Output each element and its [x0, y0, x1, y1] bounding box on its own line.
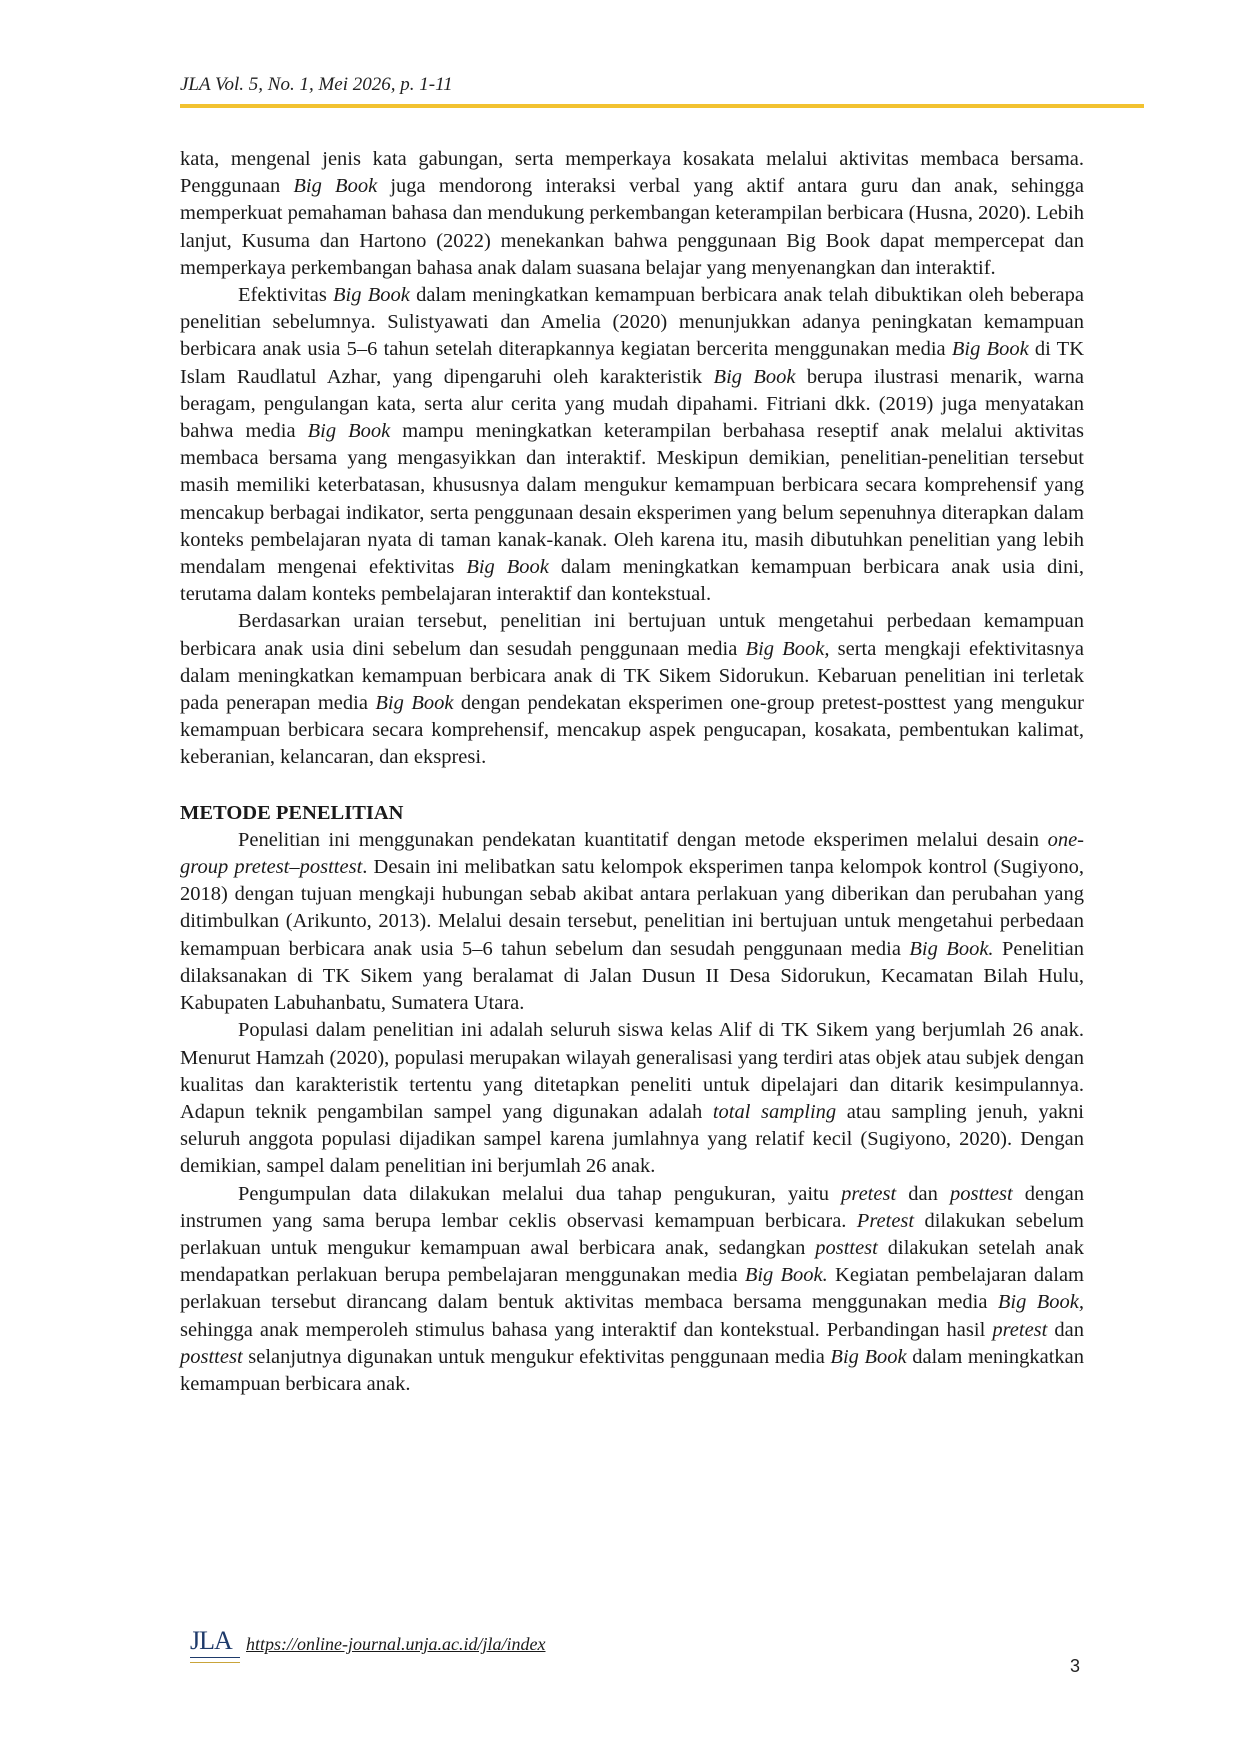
journal-url-link[interactable]: https://online-journal.unja.ac.id/jla/index: [246, 1634, 546, 1654]
text-run: atau sampling jenuh, yakni seluruh anggota populasi dijadikan sampel karena jumlahnya yang relatif kecil (Sugiyono, 2020). Dengan demikian, sampel dalam penelitian ini berjumlah 26 anak.: [180, 1100, 1084, 1178]
text-run: dan: [896, 1182, 951, 1205]
text-run: dilakukan setelah anak mendapatkan perlakuan berupa pembelajaran menggunakan media: [180, 1236, 1084, 1287]
text-run: Kegiatan pembelajaran dalam perlakuan tersebut dirancang dalam bentuk aktivitas membaca bersama menggunakan media: [180, 1264, 1084, 1314]
text-run: . Desain ini melibatkan satu kelompok eksperimen tanpa kelompok kontrol (Sugiyono, 2018) dengan tujuan mengkaji hubungan sebab akibat antara perlakuan yang diberikan dan perubahan yang ditimbulkan (Arikunto, 2013). Melalui desain tersebut, penelitian ini bertujuan untuk mengetahui perbedaan kemampuan berbicara anak usia 5–6 tahun sebelum dan sesudah penggunaan media: [180, 856, 1084, 960]
text-run: Pengumpulan data dilakukan melalui dua tahap pengukuran, yaitu: [238, 1182, 842, 1205]
paragraph-intro-1: [180, 146, 1084, 282]
journal-logo-text: JLA: [190, 1626, 232, 1655]
text-run: dalam meningkatkan kemampuan berbicara anak.: [180, 1345, 1084, 1395]
text-run: dilakukan sebelum perlakuan untuk mengukur kemampuan awal berbicara anak, sedangkan: [180, 1209, 1085, 1259]
italic-run: Big Book,: [745, 637, 830, 660]
header-rule: [180, 104, 1144, 108]
text-run: dalam meningkatkan kemampuan berbicara anak usia dini, terutama dalam konteks pembelajaran interaktif dan kontekstual.: [180, 556, 1085, 606]
italic-run: Big Book: [466, 556, 549, 579]
logo-underline: [190, 1657, 240, 1663]
italic-run: pretest: [841, 1182, 897, 1205]
text-run: mampu meningkatkan keterampilan berbahasa reseptif anak melalui aktivitas membaca bersama yang mengasyikkan dan interaktif. Meskipun demikian, penelitian-penelitian tersebut masih memiliki keterbatasan, khususnya dalam mengukur kemampuan berbicara secara komprehensif yang mencakup berbagai indikator, serta penggunaan desain eksperimen yang belum sepenuhnya diterapkan dalam konteks pembelajaran nyata di taman kanak-kanak. Oleh karena itu, masih dibutuhkan penelitian yang lebih mendalam mengenai efektivitas: [180, 420, 1085, 579]
italic-run: Big Book: [375, 692, 454, 715]
text-run: sehingga anak memperoleh stimulus bahasa yang interaktif dan kontekstual. Perbandingan hasil: [180, 1318, 993, 1341]
text-run: berupa ilustrasi menarik, warna beragam, pengulangan kata, serta alur cerita yang mudah dipahami. Fitriani dkk. (2019) juga menyatakan bahwa media: [180, 365, 1084, 443]
text-run: kata, mengenal jenis kata gabungan, serta memperkaya kosakata melalui aktivitas membaca bersama. Penggunaan: [180, 148, 1084, 198]
running-header: JLA Vol. 5, No. 1, Mei 2026, p. 1-11: [180, 74, 453, 95]
italic-run: Big Book: [307, 420, 391, 443]
italic-run: Big Book.: [744, 1264, 828, 1287]
text-run: Penelitian ini menggunakan pendekatan kuantitatif dengan metode eksperimen melalui desain: [238, 828, 1048, 851]
italic-run: Big Book.: [909, 937, 994, 960]
text-run: Efektivitas: [238, 284, 334, 307]
italic-run: Pretest: [856, 1209, 915, 1232]
italic-run: Big Book,: [997, 1291, 1084, 1314]
italic-run: Big Book: [830, 1345, 907, 1368]
text-run: dalam meningkatkan kemampuan berbicara anak telah dibuktikan oleh beberapa penelitian sebelumnya. Sulistyawati dan Amelia (2020) menunjukkan adanya peningkatan kemampuan berbicara anak usia 5–6 tahun setelah diterapkannya kegiatan bercerita menggunakan media: [180, 284, 1084, 361]
italic-run: Big Book: [951, 338, 1029, 361]
text-run: Berdasarkan uraian tersebut, penelitian ini bertujuan untuk mengetahui perbedaan kemampuan berbicara anak usia dini sebelum dan sesudah penggunaan media: [180, 610, 1084, 660]
paragraph-intro-2: [180, 282, 1084, 608]
text-run: selanjutnya digunakan untuk mengukur efektivitas penggunaan media: [242, 1345, 831, 1368]
italic-run: Big Book: [713, 365, 796, 388]
text-run: dengan pendekatan eksperimen one-group pretest-posttest yang mengukur kemampuan berbicara secara komprehensif, mencakup aspek pengucapan, kosakata, pembentukan kalimat, keberanian, kelancaran, dan ekspresi.: [180, 692, 1084, 769]
italic-run: posttest: [180, 1345, 243, 1368]
italic-run: pretest: [992, 1318, 1048, 1341]
section-heading: METODE PENELITIAN: [180, 801, 404, 824]
text-run: juga mendorong interaksi verbal yang aktif antara guru dan anak, sehingga memperkuat pemahaman bahasa dan mendukung perkembangan keterampilan berbicara (Husna, 2020). Lebih lanjut, Kusuma dan Hartono (2022) menekankan bahwa penggunaan Big Book dapat mempercepat dan memperkaya perkembangan bahasa anak dalam suasana belajar yang menyenangkan dan interaktif.: [180, 175, 1085, 279]
text-run: dengan instrumen yang sama berupa lembar ceklis observasi kemampuan berbicara.: [180, 1182, 1084, 1232]
italic-run: one-group pretest–posttest: [180, 828, 1084, 879]
paragraph-method-3: [180, 1181, 1084, 1399]
italic-run: total sampling: [712, 1100, 837, 1123]
text-run: serta mengkaji efektivitasnya dalam meningkatkan kemampuan berbicara anak di TK Sikem Sidorukun. Kebaruan penelitian ini terletak pada penerapan media: [180, 637, 1084, 715]
text-run: dan: [1047, 1318, 1084, 1341]
paragraph-intro-3: [180, 608, 1084, 771]
paragraph-method-1: [180, 827, 1084, 1017]
paragraph-method-2: [180, 1017, 1084, 1180]
journal-logo: [190, 1628, 246, 1672]
text-run: di TK Islam Raudlatul Azhar, yang dipengaruhi oleh karakteristik: [180, 338, 1085, 388]
italic-run: Big Book: [333, 284, 410, 307]
text-run: Penelitian dilaksanakan di TK Sikem yang beralamat di Jalan Dusun II Desa Sidorukun, Kecamatan Bilah Hulu, Kabupaten Labuhanbatu, Sumatera Utara.: [180, 937, 1084, 1015]
italic-run: posttest: [950, 1182, 1013, 1205]
italic-run: Big Book: [293, 175, 378, 198]
page-number: 3: [1070, 1656, 1081, 1676]
italic-run: posttest: [815, 1236, 878, 1259]
article-body: [180, 146, 1084, 1398]
text-run: Populasi dalam penelitian ini adalah seluruh siswa kelas Alif di TK Sikem yang berjumlah 26 anak. Menurut Hamzah (2020), populasi merupakan wilayah generalisasi yang terdiri atas objek atau subjek dengan kualitas dan karakteristik tertentu yang ditetapkan peneliti untuk dipelajari dan ditarik kesimpulannya. Adapun teknik pengambilan sampel yang digunakan adalah: [180, 1019, 1084, 1123]
